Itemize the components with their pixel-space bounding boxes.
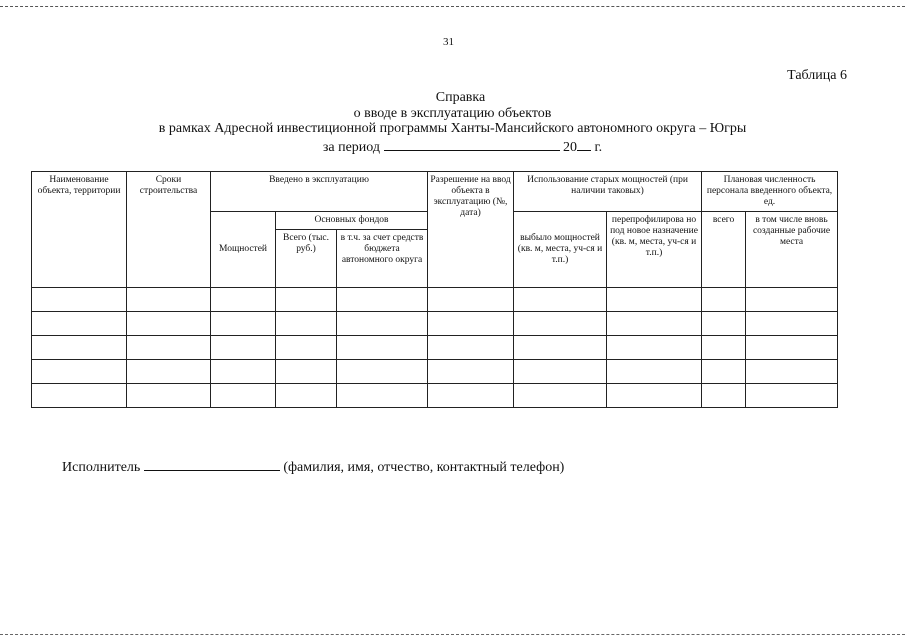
period-suffix: г. (594, 140, 603, 155)
header-new-jobs: в том числе вновь созданные рабочие места (746, 212, 838, 288)
commissioning-table (31, 171, 838, 408)
executor-blank[interactable] (144, 458, 280, 471)
header-capacity: Мощностей (211, 212, 276, 288)
header-old-capacity: Использование старых мощностей (при наличии таковых) (514, 172, 702, 212)
year-blank[interactable] (577, 138, 591, 151)
header-retired: выбыло мощностей (кв. м, места, уч-ся и т.п.) (514, 212, 607, 288)
period-year: 20 (563, 140, 577, 155)
table-row (32, 288, 838, 312)
header-fixed-assets: Основных фондов (276, 212, 428, 230)
period-prefix: за период (322, 140, 380, 155)
header-commissioned: Введено в эксплуатацию (211, 172, 428, 212)
title-line-2: о вводе в эксплуатацию объектов (353, 106, 552, 121)
header-total: Всего (тыс. руб.) (276, 230, 337, 288)
header-row-1 (32, 172, 838, 212)
table-row (32, 312, 838, 336)
executor-line (62, 458, 564, 476)
table-row (32, 360, 838, 384)
page-bottom-edge (0, 634, 905, 635)
title-line-1: Справка (435, 90, 486, 105)
header-permit: Разрешение на ввод объекта в эксплуатацию (№, дата) (428, 172, 514, 288)
header-object-name: Наименование объекта, территории (32, 172, 127, 288)
table-row (32, 336, 838, 360)
period-blank[interactable] (384, 138, 560, 151)
page-top-edge (0, 6, 905, 7)
header-staff: Плановая численность персонала введенного объекта, ед. (702, 172, 838, 212)
table-label: Таблица 6 (787, 68, 847, 83)
header-budget: в т.ч. за счет средств бюджета автономного округа (337, 230, 428, 288)
title-line-3: в рамках Адресной инвестиционной программы Ханты-Мансийского автономного округа – Югры (158, 121, 747, 136)
period-line (10, 138, 905, 156)
header-staff-total: всего (702, 212, 746, 288)
page-number: 31 (443, 36, 454, 48)
table-row (32, 384, 838, 408)
executor-hint: (фамилия, имя, отчество, контактный телефон) (283, 460, 565, 475)
header-construction-terms: Сроки строительства (127, 172, 211, 288)
executor-label: Исполнитель (62, 460, 141, 475)
header-repurposed: перепрофилирова но под новое назначение (кв. м, места, уч-ся и т.п.) (607, 212, 702, 288)
